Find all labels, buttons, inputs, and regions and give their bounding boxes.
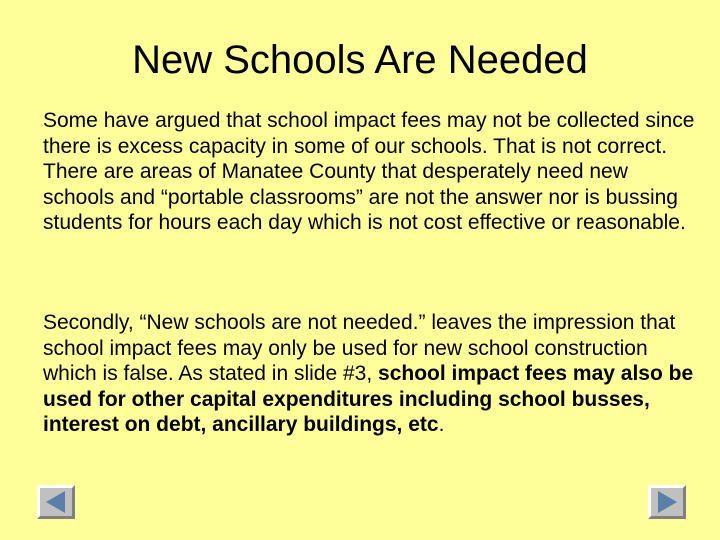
paragraph-2-text: Secondly, “New schools are not needed.” leaves the impression that school impact fees may only be used for new school construction which is false. As stated in slide #3, <box>43 311 676 385</box>
paragraph-impact-fees-capacity: Some have argued that school impact fees may not be collected since there is excess capacity in some of our schools. That is not correct. There are areas of Manatee County that desperately need new schools and “portable classrooms” are not the answer nor is bussing students for hours each day which is not cost effective or reasonable. <box>43 109 695 234</box>
triangle-left-icon <box>40 488 72 516</box>
paragraph-2-end: . <box>438 413 445 436</box>
paragraph-2-bold-text: school impact fees may also be used for other capital expenditures including school busses, interest on debt, ancillary buildings, etc <box>43 362 694 436</box>
triangle-right-icon <box>651 488 683 516</box>
previous-slide-button[interactable] <box>37 485 75 519</box>
next-slide-button[interactable] <box>648 485 686 519</box>
slide-title: New Schools Are Needed <box>132 38 588 82</box>
paragraph-other-capital-uses <box>43 310 703 438</box>
